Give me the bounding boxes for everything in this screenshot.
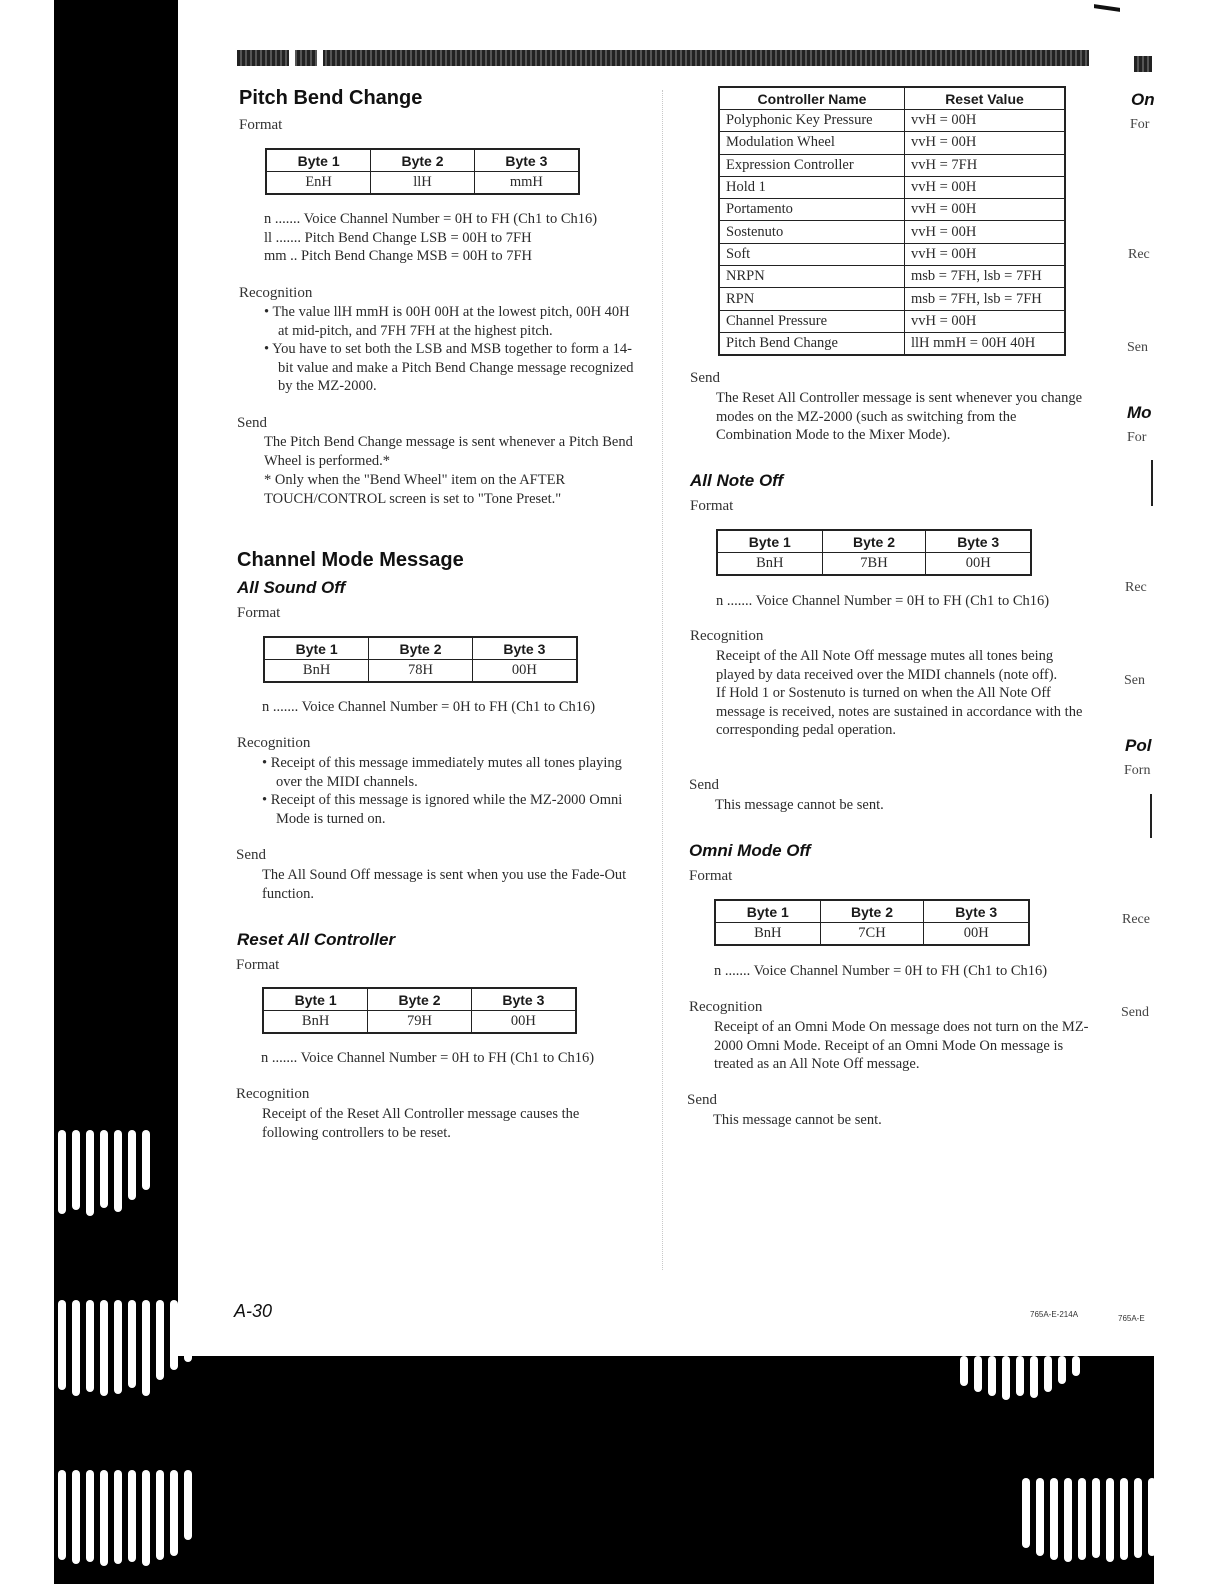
binding-teeth-5	[1022, 1478, 1184, 1562]
paragraph: If Hold 1 or Sostenuto is turned on when the All Note Off message is received, notes are sustained in accordance with the corresponding pedal operation.	[716, 685, 1083, 739]
reset-send-text: The Reset All Controller message is sent whenever you change modes on the MZ-2000 (such as switching from the Combination Mode to the Mixer Mode).	[716, 390, 1083, 444]
byte2-value: llH	[371, 172, 475, 195]
table-row	[719, 221, 1065, 243]
omni-off-recognition-label: Recognition	[689, 999, 763, 1015]
header-rule	[237, 50, 1089, 66]
next-page-table-edge	[1150, 794, 1152, 838]
byte3-header: Byte 3	[472, 637, 577, 660]
next-page-fragment: Forn	[1124, 763, 1151, 778]
binding-teeth-1	[58, 1130, 150, 1214]
controller-name-cell: Expression Controller	[719, 154, 905, 176]
controller-name-cell: Modulation Wheel	[719, 132, 905, 154]
bullet-item: • The value llH mmH is 00H 00H at the lowest pitch, 00H 40H at mid-pitch, and 7FH 7FH at the highest pitch.	[264, 304, 630, 339]
next-page-fragment: Sen	[1124, 673, 1145, 688]
byte1-value: BnH	[715, 923, 820, 946]
reset-value-cell: msb = 7FH, lsb = 7FH	[905, 266, 1066, 288]
omni-off-format-label: Format	[689, 868, 733, 884]
bullet-item: • You have to set both the LSB and MSB together to form a 14-bit value and make a Pitch Bend Change message recognized by the MZ-2000.	[264, 341, 634, 395]
all-note-off-note: n ....... Voice Channel Number = 0H to FH (Ch1 to Ch16)	[716, 593, 1050, 609]
byte1-value: BnH	[263, 1011, 368, 1034]
controller-name-cell: Pitch Bend Change	[719, 332, 905, 355]
omni-off-title: Omni Mode Off	[689, 841, 811, 860]
reset-value-cell: vvH = 00H	[905, 132, 1066, 154]
controller-name-header: Controller Name	[719, 87, 905, 110]
pitch-bend-notes	[264, 210, 644, 266]
reset-all-recognition: Receipt of the Reset All Controller message causes the following controllers to be reset.	[262, 1106, 580, 1141]
byte1-value: BnH	[717, 553, 822, 576]
all-note-off-format-label: Format	[690, 498, 734, 514]
byte1-header: Byte 1	[715, 900, 820, 923]
controller-name-cell: Polyphonic Key Pressure	[719, 110, 905, 132]
byte3-value: 00H	[924, 923, 1029, 946]
reset-all-recognition-label: Recognition	[236, 1086, 310, 1102]
reset-send-label: Send	[690, 370, 720, 386]
all-note-off-recognition	[716, 647, 1090, 740]
all-sound-off-note: n ....... Voice Channel Number = 0H to FH (Ch1 to Ch16)	[262, 699, 596, 715]
next-page-fragment: Rece	[1122, 912, 1150, 927]
reset-all-format-label: Format	[236, 957, 280, 973]
all-sound-off-send: The All Sound Off message is sent when you use the Fade-Out function.	[262, 867, 627, 902]
pitch-bend-send-label: Send	[237, 415, 267, 431]
table-row	[719, 132, 1065, 154]
byte2-header: Byte 2	[822, 530, 926, 553]
binding-teeth-4	[960, 1356, 1080, 1396]
controller-name-cell: NRPN	[719, 266, 905, 288]
next-page-fragment: Rec	[1128, 247, 1150, 262]
note-line: mm .. Pitch Bend Change MSB = 00H to 7FH	[264, 248, 532, 265]
table-row	[719, 176, 1065, 198]
bullet-item: • Receipt of this message is ignored while the MZ-2000 Omni Mode is turned on.	[262, 792, 623, 827]
all-note-off-recognition-label: Recognition	[690, 628, 764, 644]
byte1-value: EnH	[266, 172, 371, 195]
byte1-header: Byte 1	[263, 988, 368, 1011]
next-page-fragment: Mo	[1127, 403, 1152, 422]
pitch-bend-byte-table	[265, 148, 580, 195]
pitch-bend-format-label: Format	[239, 117, 283, 133]
omni-off-send: This message cannot be sent.	[713, 1112, 882, 1128]
reset-value-cell: llH mmH = 00H 40H	[905, 332, 1066, 355]
controller-name-cell: Sostenuto	[719, 221, 905, 243]
byte2-header: Byte 2	[368, 988, 472, 1011]
all-note-off-send: This message cannot be sent.	[715, 797, 884, 813]
table-row	[719, 266, 1065, 288]
all-sound-off-recognition	[262, 754, 638, 828]
next-page-header-rule	[1134, 56, 1152, 72]
binding-teeth-2	[58, 1300, 234, 1396]
reset-value-cell: vvH = 00H	[905, 110, 1066, 132]
bullet-item: • Receipt of this message immediately mutes all tones playing over the MIDI channels.	[262, 755, 622, 790]
reset-value-cell: vvH = 00H	[905, 176, 1066, 198]
reset-all-byte-table	[262, 987, 577, 1034]
byte3-header: Byte 3	[926, 530, 1031, 553]
pitch-bend-title: Pitch Bend Change	[239, 87, 423, 109]
all-sound-off-format-label: Format	[237, 605, 281, 621]
reset-value-cell: vvH = 00H	[905, 199, 1066, 221]
byte2-value: 78H	[369, 660, 473, 683]
controller-name-cell: Hold 1	[719, 176, 905, 198]
next-page-fragment: Send	[1121, 1005, 1149, 1020]
byte2-value: 7CH	[820, 923, 924, 946]
omni-off-send-label: Send	[687, 1092, 717, 1108]
page-number: A-30	[234, 1301, 273, 1321]
reset-value-header: Reset Value	[905, 87, 1066, 110]
byte2-header: Byte 2	[371, 149, 475, 172]
column-divider	[662, 90, 663, 1270]
paragraph: Receipt of the All Note Off message mutes all tones being played by data received over the MIDI channels (note off).	[716, 648, 1058, 683]
pitch-bend-recognition	[264, 303, 638, 396]
controller-reset-table	[718, 86, 1066, 356]
footer-code: 765A-E-214A	[1030, 1310, 1079, 1319]
table-row	[719, 332, 1065, 355]
byte2-value: 7BH	[822, 553, 926, 576]
byte1-header: Byte 1	[266, 149, 371, 172]
table-row	[719, 154, 1065, 176]
all-sound-off-byte-table	[263, 636, 578, 683]
table-row	[719, 199, 1065, 221]
reset-value-cell: vvH = 00H	[905, 310, 1066, 332]
byte3-value: 00H	[926, 553, 1031, 576]
byte3-value: mmH	[474, 172, 579, 195]
all-note-off-send-label: Send	[689, 777, 719, 793]
next-page-footer-code: 765A-E	[1118, 1314, 1145, 1323]
byte3-header: Byte 3	[471, 988, 576, 1011]
table-row	[719, 310, 1065, 332]
pitch-bend-footnote: * Only when the "Bend Wheel" item on the AFTER TOUCH/CONTROL screen is set to "Tone Preset."	[264, 472, 566, 507]
all-sound-off-send-label: Send	[236, 847, 266, 863]
next-page-fragment: Pol	[1125, 736, 1152, 755]
byte3-header: Byte 3	[924, 900, 1029, 923]
controller-name-cell: Portamento	[719, 199, 905, 221]
next-page-fragment: On	[1131, 90, 1155, 109]
pitch-bend-send: The Pitch Bend Change message is sent whenever a Pitch Bend Wheel is performed.*	[264, 434, 633, 469]
note-line: n ....... Voice Channel Number = 0H to FH (Ch1 to Ch16)	[264, 211, 598, 227]
table-row	[719, 110, 1065, 132]
all-note-off-title: All Note Off	[690, 471, 784, 490]
reset-value-cell: msb = 7FH, lsb = 7FH	[905, 288, 1066, 310]
next-page-fragment: For	[1130, 117, 1150, 132]
channel-mode-title: Channel Mode Message	[237, 549, 464, 571]
omni-off-note: n ....... Voice Channel Number = 0H to FH (Ch1 to Ch16)	[714, 963, 1048, 979]
byte1-header: Byte 1	[717, 530, 822, 553]
omni-off-byte-table	[714, 899, 1030, 946]
pitch-bend-recognition-label: Recognition	[239, 285, 313, 301]
corner-mark	[1094, 4, 1120, 12]
byte1-header: Byte 1	[264, 637, 369, 660]
next-page-fragment: Sen	[1127, 340, 1148, 355]
omni-off-recognition: Receipt of an Omni Mode On message does not turn on the MZ-2000 Omni Mode. Receipt of an Omni Mode On message is treated as an All Note Off message.	[714, 1019, 1089, 1073]
reset-value-cell: vvH = 7FH	[905, 154, 1066, 176]
byte3-value: 00H	[471, 1011, 576, 1034]
byte3-header: Byte 3	[474, 149, 579, 172]
byte1-value: BnH	[264, 660, 369, 683]
table-row	[719, 243, 1065, 265]
all-note-off-byte-table	[716, 529, 1032, 576]
byte2-header: Byte 2	[369, 637, 473, 660]
controller-name-cell: Channel Pressure	[719, 310, 905, 332]
next-page-fragment: For	[1127, 430, 1147, 445]
reset-value-cell: vvH = 00H	[905, 221, 1066, 243]
byte2-value: 79H	[368, 1011, 472, 1034]
controller-name-cell: RPN	[719, 288, 905, 310]
reset-all-title: Reset All Controller	[237, 930, 396, 949]
note-line: ll ....... Pitch Bend Change LSB = 00H to 7FH	[264, 229, 532, 246]
byte2-header: Byte 2	[820, 900, 924, 923]
byte3-value: 00H	[472, 660, 577, 683]
reset-value-cell: vvH = 00H	[905, 243, 1066, 265]
binding-teeth-3	[58, 1470, 192, 1566]
controller-name-cell: Soft	[719, 243, 905, 265]
all-sound-off-title: All Sound Off	[237, 578, 346, 597]
reset-all-note: n ....... Voice Channel Number = 0H to FH (Ch1 to Ch16)	[261, 1050, 595, 1066]
all-sound-off-recognition-label: Recognition	[237, 735, 311, 751]
next-page-table-edge	[1151, 460, 1153, 506]
table-row	[719, 288, 1065, 310]
next-page-fragment: Rec	[1125, 580, 1147, 595]
